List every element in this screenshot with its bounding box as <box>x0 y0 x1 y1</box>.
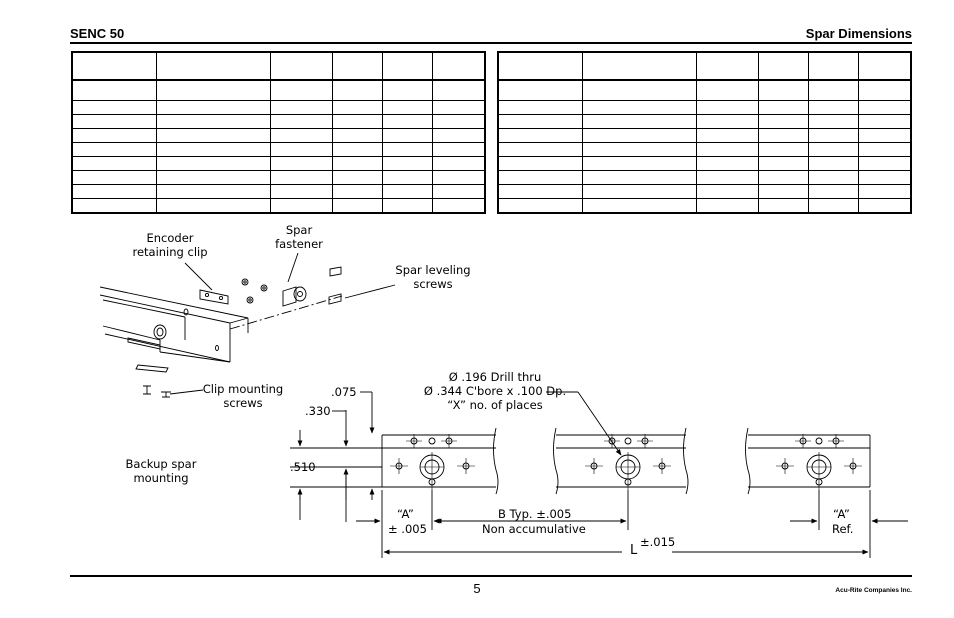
dim-330: .330 <box>305 404 331 418</box>
dim-l: L <box>630 543 638 558</box>
page-number: 5 <box>473 581 481 596</box>
spar-isometric <box>100 267 341 397</box>
dimension-lines <box>290 392 908 558</box>
drill-note-label: Ø .196 Drill thru Ø .344 C'bore x .100 Dp. “X” no. of places <box>423 370 567 412</box>
dim-l-tol: ±.015 <box>640 535 676 549</box>
footer-rule <box>70 575 912 577</box>
spar-fastener-label: Spar fastener <box>275 223 323 251</box>
dim-075: .075 <box>331 385 357 399</box>
backup-spar-label: Backup spar mounting <box>125 457 197 485</box>
dim-b-note: Non accumulative <box>482 522 586 536</box>
clip-mounting-label: Clip mounting screws <box>202 382 284 410</box>
spar-front-view <box>382 428 870 494</box>
spar-leveling-label: Spar leveling screws <box>395 263 471 291</box>
company-name: Acu-Rite Companies Inc. <box>835 587 912 594</box>
dim-a-left: “A” <box>397 507 414 521</box>
dim-b-typ: B Typ. ±.005 <box>498 507 572 521</box>
dim-a-left-tol: ± .005 <box>388 522 427 536</box>
dim-a-right-note: Ref. <box>832 522 854 536</box>
dim-510: .510 <box>290 460 316 474</box>
dim-a-right: “A” <box>833 507 850 521</box>
doc-model-title: SENC 50 <box>70 26 125 41</box>
section-title: Spar Dimensions <box>805 26 912 41</box>
encoder-clip-label: Encoder retaining clip <box>132 231 208 259</box>
